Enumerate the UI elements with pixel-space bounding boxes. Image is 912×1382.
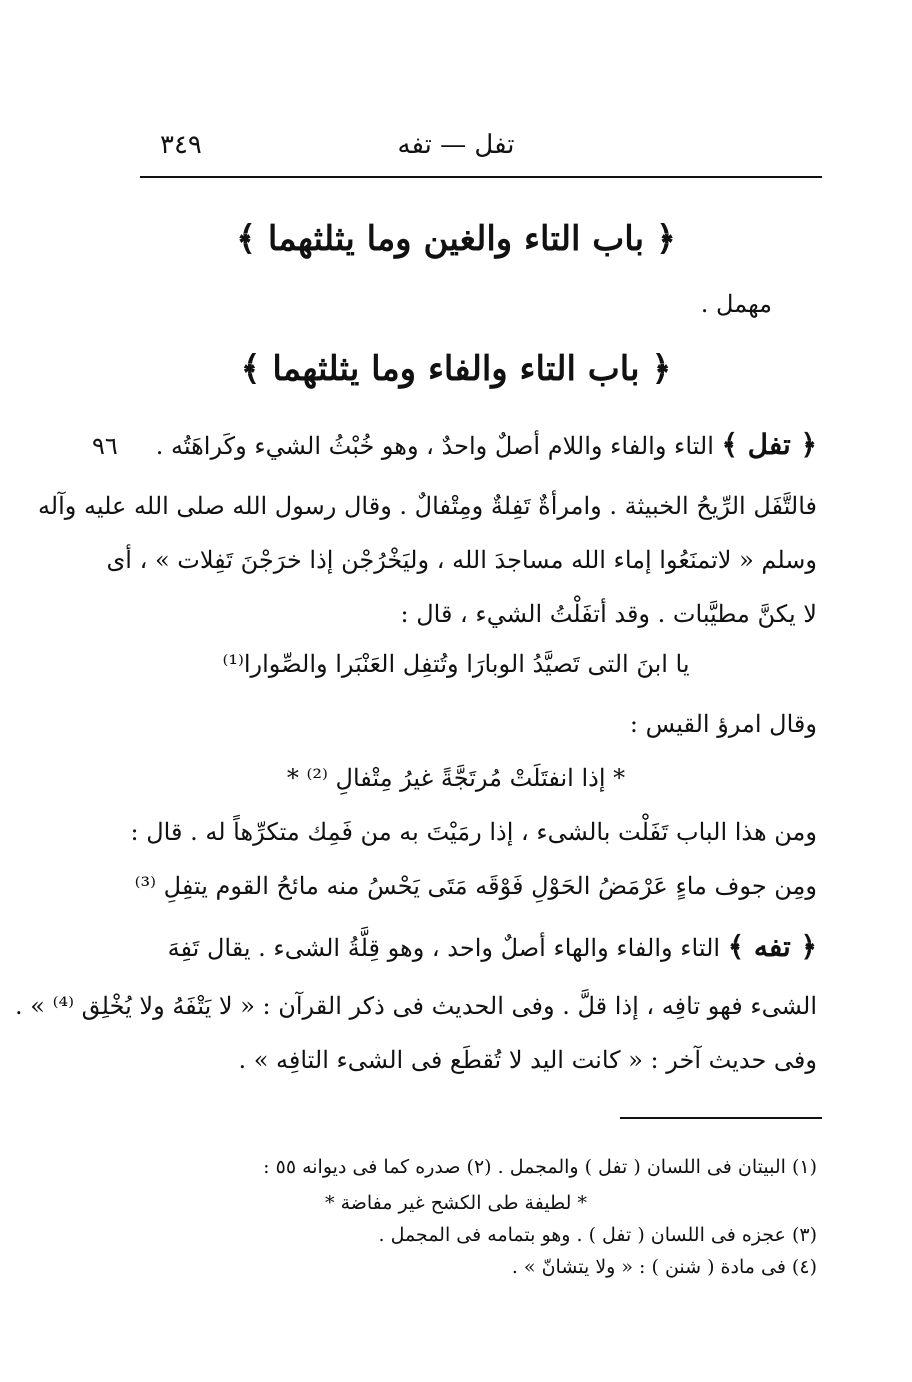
- entry-number: ٩٦: [92, 432, 118, 460]
- footnote: (١) البيتان فى اللسان ( تفل ) والمجمل . (٢) صدره كما فى ديوانه ٥٥ :: [263, 1156, 817, 1178]
- header-rule: [140, 176, 822, 178]
- section-note-muhmal: مهمل .: [700, 290, 772, 318]
- section-title-taa-ghain: ﴿ باب التاء والغين وما يثلثهما ﴾: [236, 219, 676, 259]
- footnote: (٤) فى مادة ( شنن ) : « ولا يتشانّ » .: [511, 1256, 817, 1278]
- entry-headword-tafal: ﴿ تفل ﴾: [721, 428, 817, 461]
- running-title: تفل — تفه: [397, 130, 515, 160]
- entry-line: [156, 428, 817, 461]
- entry-line: وسلم « لاتمنَعُوا إماء الله مساجدَ الله ، وليَخْرُجْن إذا خرَجْنَ تَفِلات » ، أى: [106, 546, 817, 574]
- entry-line: ومن هذا الباب تَفَلْت بالشىء ، إذا رمَيْتَ به من فَمِك متكرِّهاً له . قال :: [130, 818, 817, 846]
- entry-line: وقال امرؤ القيس :: [629, 710, 817, 738]
- footnote: (٣) عجزه فى اللسان ( تفل ) . وهو بتمامه فى المجمل .: [378, 1224, 817, 1246]
- verse-line: ومِن جوف ماءٍ عَرْمَضُ الحَوْلِ فَوْقَه مَتَى يَحْسُ منه مائحُ القوم يتفِلِ ⁽³⁾: [134, 872, 817, 900]
- entry-line: فالتَّفَل الرِّيحُ الخبيثة . وامرأةٌ تَفِلةٌ ومِتْفالٌ . وقال رسول الله صلى الله عليه وآله: [37, 492, 817, 520]
- entry-line: لا يكنَّ مطيَّبات . وقد أتفَلْتُ الشيء ، قال :: [400, 600, 817, 628]
- section-title-taa-faa: ﴿ باب التاء والفاء وما يثلثهما ﴾: [240, 349, 672, 389]
- verse-line: * إذا انفتَلَتْ مُرتَجَّةً غيرُ مِتْفالِ ⁽²⁾ *: [286, 764, 626, 792]
- entry-headword-tafih: ﴿ تفه ﴾: [727, 930, 817, 963]
- entry-text: التاء والفاء والهاء أصلٌ واحد ، وهو قِلَّةُ الشىء . يقال تَفِهَ: [167, 934, 721, 962]
- entry-line: وفى حديث آخر : « كانت اليد لا تُقطَع فى الشىء التافِه » .: [238, 1046, 817, 1074]
- footnote: * لطيفة طى الكشح غير مفاضة *: [325, 1192, 587, 1214]
- entry-text: التاء والفاء واللام أصلٌ واحدٌ ، وهو خُبْثُ الشيء وكَراهَتُه .: [155, 432, 714, 460]
- verse-line: يا ابنَ التى تَصيَّدُ الوبارَا وتُتفِل العَنْبَرا والصِّوارا⁽¹⁾: [222, 650, 690, 678]
- entry-line: [168, 930, 817, 963]
- entry-line: الشىء فهو تافِه ، إذا قلَّ . وفى الحديث فى ذكر القرآن : « لا يَتْفَهُ ولا يُخْلِق ⁽⁴⁾ » .: [15, 992, 817, 1020]
- footnote-rule: [620, 1117, 822, 1119]
- page-number: ٣٤٩: [160, 130, 202, 160]
